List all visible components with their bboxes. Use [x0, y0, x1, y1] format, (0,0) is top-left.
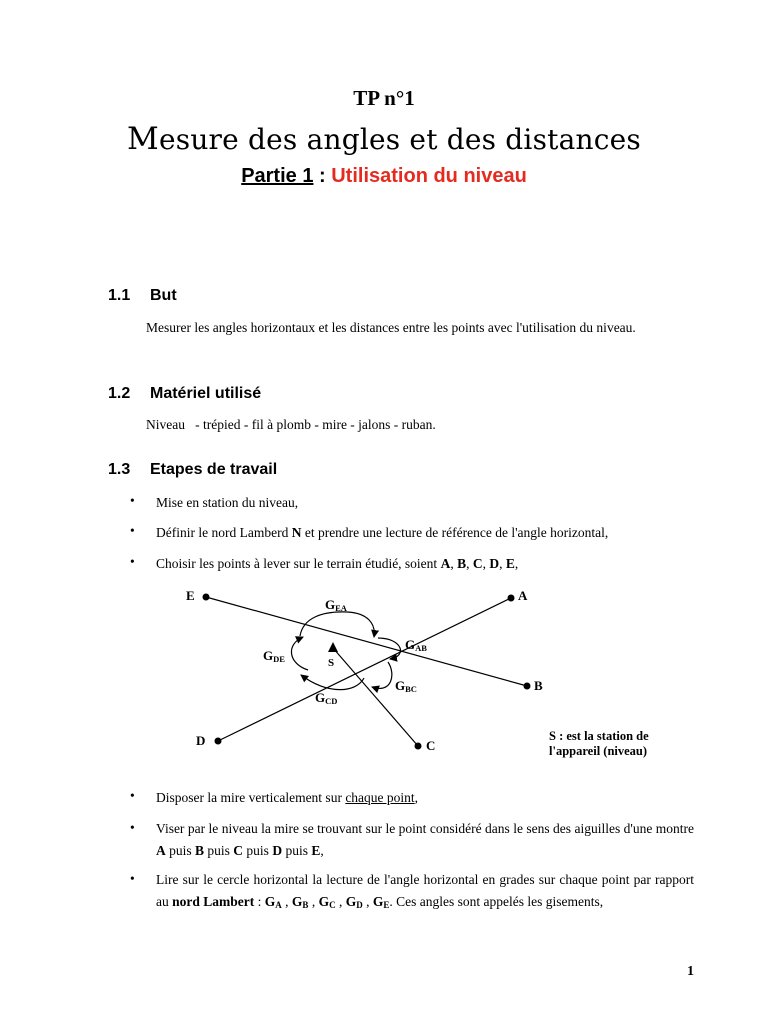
bullet-dot: •: [130, 871, 135, 886]
diagram-caption-line1: S : est la station de: [549, 729, 649, 743]
arc-gbc: [372, 662, 392, 688]
bullet-item: Mise en station du niveau,: [156, 495, 299, 510]
bullet-text: puis: [207, 843, 230, 858]
angle-label-gab: GAB: [405, 637, 427, 653]
point-dot: [203, 594, 210, 601]
label-S: S: [328, 657, 335, 669]
section-title: Matériel utilisé: [150, 385, 262, 402]
section-number: 1.2: [108, 385, 131, 402]
bullet-text: Viser par le niveau la mire se trouvant sur le point considéré dans le sens des aiguilles d'une montre: [156, 821, 694, 836]
part-subtitle: Utilisation du niveau: [331, 165, 527, 187]
point-dot: [508, 595, 515, 602]
bullet-dot: •: [130, 493, 135, 508]
page-number: 1: [687, 964, 694, 979]
bullet-text: Définir le nord Lamberd: [156, 525, 292, 540]
bullet-text: puis: [285, 843, 308, 858]
angle-label-gde: GDE: [263, 648, 285, 664]
gisement-symbol: $G_B$: [291, 894, 309, 910]
station-marker: [328, 642, 338, 652]
bullet-item: Choisir les points à lever sur le terrain étudié, soient A, B, C, D, E,: [156, 556, 519, 571]
point-dot: [215, 738, 222, 745]
tp-number: TP n°1: [353, 86, 415, 110]
bullet-dot: •: [130, 554, 135, 569]
part-label: Partie 1: [241, 165, 314, 187]
section-number: 1.1: [108, 287, 131, 304]
point-label: C: [472, 556, 483, 571]
section-number: 1.3: [108, 461, 131, 478]
bullet-item: Lire sur le cercle horizontal la lecture de l'angle horizontal en grades sur chaque point par rapport au nord Lambert : $G_A$ , $G_B$ , $G_C$ , $G_D$ , $G_E$. Ces angles sont appelés les gisements,: [156, 872, 694, 910]
bullet-text: Lire sur le cercle horizontal la lecture de l'angle horizontal en grades sur chaque point par rapport au: [156, 872, 694, 909]
ray-E-B: [206, 597, 527, 686]
bullet-text: Choisir les points à lever sur le terrain étudié, soient: [156, 556, 441, 571]
label-B: B: [534, 678, 543, 693]
point-dot: [415, 743, 422, 750]
point-label: E: [505, 556, 515, 571]
title-initial: M: [127, 121, 159, 157]
point-dot: [524, 683, 531, 690]
diagram-caption-line2: l'appareil (niveau): [549, 744, 648, 758]
bullet-dot: •: [130, 788, 135, 803]
bullet-text: ,: [414, 790, 419, 805]
point-label: B: [457, 556, 467, 571]
bullet-text: Disposer la mire verticalement sur: [156, 790, 346, 805]
bullet-text: et prendre une lecture de référence de l'angle horizontal,: [301, 525, 609, 540]
part-separator: :: [313, 165, 332, 187]
paragraph-but: Mesurer les angles horizontaux et les distances entre les points avec l'utilisation du niveau.: [146, 320, 636, 335]
point-label: A: [156, 843, 166, 858]
ray-S-C: [333, 648, 418, 746]
bullet-text: . Ces angles sont appelés les gisements,: [389, 894, 604, 909]
arc-gcd: [301, 675, 364, 690]
paragraph-materiel: Niveau - trépied - fil à plomb - mire - jalons - ruban.: [146, 417, 436, 432]
label-C: C: [426, 738, 436, 753]
point-label: A: [440, 556, 451, 571]
bullet-dot: •: [130, 523, 135, 538]
point-label: D: [489, 556, 500, 571]
label-E: E: [186, 588, 195, 603]
bullet-item: Viser par le niveau la mire se trouvant sur le point considéré dans le sens des aiguilles d'une montre A puis B puis C puis D puis E,: [156, 821, 694, 858]
angle-label-gcd: GCD: [315, 690, 338, 706]
gisement-symbol: $G_E$: [372, 894, 390, 910]
label-A: A: [518, 588, 528, 603]
north-symbol: N: [291, 525, 302, 540]
bullet-text: puis: [246, 843, 269, 858]
gisement-symbol: $G_A$: [264, 894, 282, 910]
section-title: But: [150, 287, 177, 304]
point-label: C: [233, 843, 244, 858]
underlined-text: chaque point: [345, 790, 415, 805]
gisement-symbol: $G_D$: [345, 894, 363, 910]
point-label: D: [272, 843, 283, 858]
point-label: B: [195, 843, 205, 858]
angle-label-gea: GEA: [325, 597, 347, 613]
bullet-text: ,: [514, 556, 519, 571]
bullet-text: :: [254, 894, 265, 909]
arc-gab: [378, 638, 400, 659]
title-rest: esure des angles et des distances: [158, 123, 641, 156]
bullet-text: puis: [169, 843, 192, 858]
bullet-dot: •: [130, 820, 135, 835]
bold-text: nord Lambert: [172, 894, 255, 909]
section-title: Etapes de travail: [150, 461, 278, 478]
bullet-item: [156, 787, 694, 809]
point-label: E: [311, 843, 321, 858]
gisement-symbol: $G_C$: [318, 894, 336, 910]
arc-gde: [291, 637, 308, 670]
label-D: D: [196, 733, 206, 748]
angle-label-gbc: GBC: [395, 678, 417, 694]
